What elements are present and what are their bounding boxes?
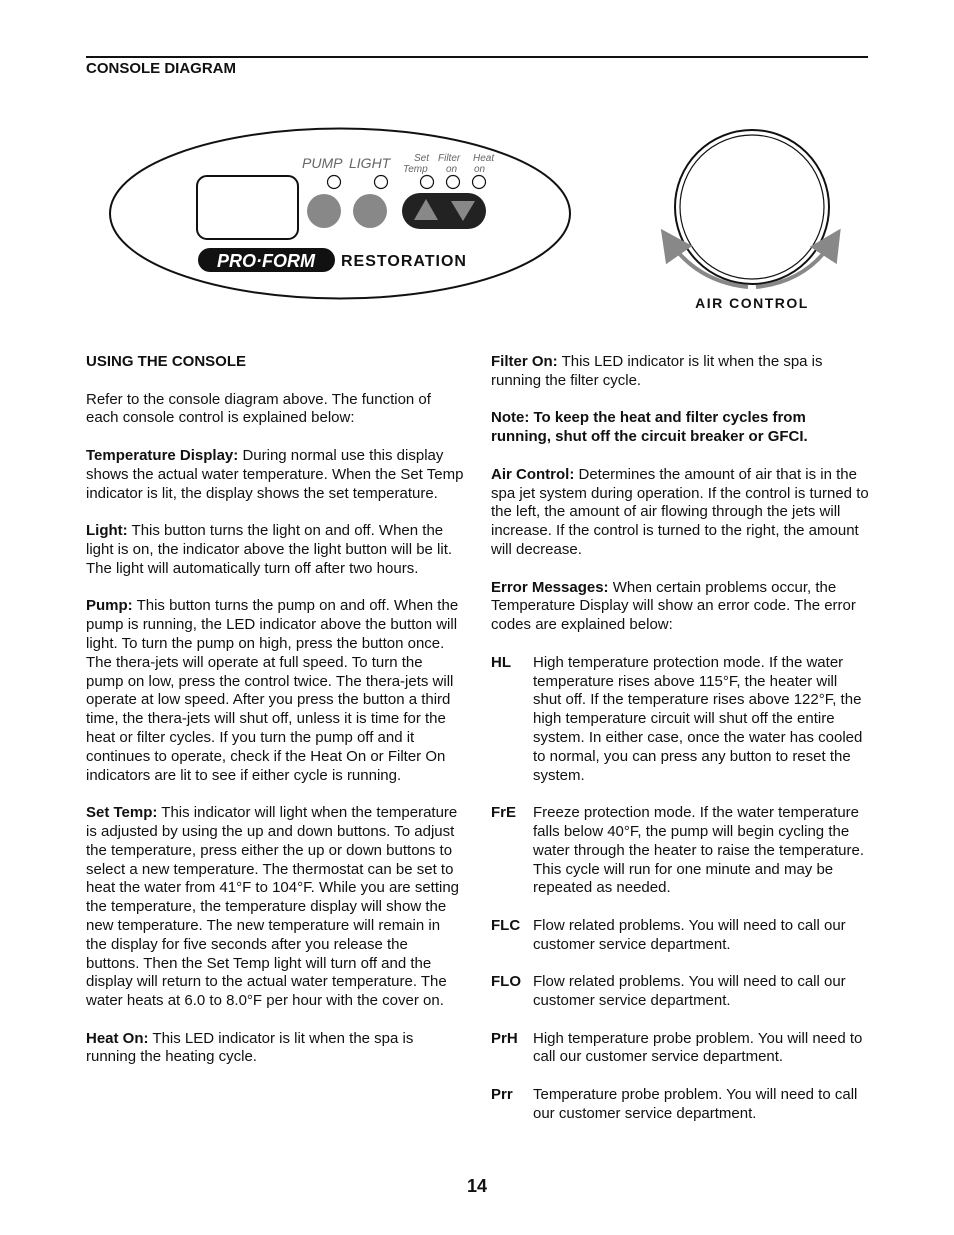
term: Filter On: xyxy=(491,353,558,370)
term: Heat On: xyxy=(86,1029,149,1047)
description: During normal use this display shows the actual water temperature. When the Set Temp indicator is lit, the display shows the set temperature. xyxy=(86,446,464,502)
pump-button[interactable] xyxy=(307,194,341,228)
term: Air Control: xyxy=(491,465,575,483)
intro-paragraph: Refer to the console diagram above. The function of each console control is explained below: xyxy=(86,390,431,427)
set-temp-label-top: Set xyxy=(414,153,430,164)
light-button[interactable] xyxy=(353,194,387,228)
error-description: Flow related problems. You will need to call our customer service department. xyxy=(533,973,846,1010)
term: Light: xyxy=(86,522,128,540)
error-code-item xyxy=(491,804,869,898)
term: Temperature Display: xyxy=(86,446,239,464)
error-code: PrH xyxy=(491,1029,518,1047)
error-code-item xyxy=(491,1086,869,1124)
description: This button turns the pump on and off. When the pump is running, the LED indicator above the button will light. To turn the pump on high, press the button once. The thera-jets will operate at full speed. To turn the pump on low, press the control twice. The thera-jets will operate at low speed. After you press the button a third time, the thera-jets will shut off, unless it is time for the heat or filter cycles. If you turn the pump off and it continues to operate, check if the Heat On or Filter On indicators are lit to see if either cycle is running. xyxy=(86,597,459,784)
error-description: Freeze protection mode. If the water temperature falls below 40°F, the pump will begin cycling the water through the heater to raise the temperature. This cycle will run for one minute and may be repeated as needed. xyxy=(533,804,865,897)
heat-on-paragraph xyxy=(86,1030,464,1068)
console-panel-diagram xyxy=(108,127,572,300)
right-column xyxy=(491,353,869,1142)
error-code: HL xyxy=(491,653,511,671)
description: When certain problems occur, the Temperature Display will show an error code. The error codes are explained below: xyxy=(491,578,856,634)
using-console-heading: USING THE CONSOLE xyxy=(86,353,247,370)
temperature-display-paragraph xyxy=(86,447,464,503)
error-code-item xyxy=(491,973,869,1011)
term: Pump: xyxy=(86,597,133,615)
term: Set Temp: xyxy=(86,804,158,822)
error-code: FLO xyxy=(491,973,521,991)
error-description: High temperature probe problem. You will need to call our customer service department. xyxy=(533,1029,863,1066)
header-rule xyxy=(86,56,868,58)
temperature-display xyxy=(197,176,298,239)
error-description: High temperature protection mode. If the water temperature rises above 115°F, the heater will shut off. If the temperature rises above 122°F, the high temperature circuit will shut off the entire system. In either case, once the water has cooled to normal, you can press any button to reset the system. xyxy=(533,653,863,784)
error-code: FLC xyxy=(491,916,521,934)
page-number: 14 xyxy=(466,1176,488,1196)
term: Error Messages: xyxy=(491,578,609,596)
description: Determines the amount of air that is in the spa jet system during operation. If the control is turned to the left, the amount of air flowing through the jets will increase. If the control is turned to the right, the amount will decrease. xyxy=(491,465,869,558)
error-code: Prr xyxy=(491,1086,513,1104)
heat-on-indicator-led xyxy=(473,176,486,189)
pump-label: PUMP xyxy=(302,155,343,171)
filter-on-paragraph xyxy=(491,353,869,391)
pump-paragraph xyxy=(86,597,464,785)
light-indicator-led xyxy=(375,176,388,189)
proform-logo-text: PRO·FORM xyxy=(217,251,315,271)
set-temp-indicator-led xyxy=(421,176,434,189)
left-column xyxy=(86,353,464,1086)
error-code-item xyxy=(491,654,869,786)
air-control-knob[interactable] xyxy=(675,130,829,284)
air-control-dial-diagram xyxy=(650,122,850,317)
air-control-paragraph xyxy=(491,466,869,560)
error-messages-paragraph xyxy=(491,579,869,635)
description: This LED indicator is lit when the spa is running the heating cycle. xyxy=(86,1029,414,1066)
temperature-up-down-buttons[interactable] xyxy=(402,193,486,229)
heat-on-label-bottom: on xyxy=(474,164,486,175)
pump-indicator-led xyxy=(328,176,341,189)
light-paragraph xyxy=(86,522,464,578)
error-code: FrE xyxy=(491,804,517,822)
error-code-item xyxy=(491,1030,869,1068)
error-description: Temperature probe problem. You will need to call our customer service department. xyxy=(533,1086,858,1122)
air-control-label: AIR CONTROL xyxy=(695,295,809,311)
description: This LED indicator is lit when the spa is running the filter cycle. xyxy=(491,353,823,389)
error-code-item xyxy=(491,917,869,955)
note-paragraph: Note: To keep the heat and filter cycles from running, shut off the circuit breaker or GFCI. xyxy=(491,409,808,446)
light-label: LIGHT xyxy=(349,155,391,171)
section-title: CONSOLE DIAGRAM xyxy=(86,60,236,77)
filter-on-indicator-led xyxy=(447,176,460,189)
model-name: RESTORATION xyxy=(341,253,467,270)
set-temp-paragraph xyxy=(86,804,464,1011)
error-code-list xyxy=(491,654,869,1124)
heat-on-label-top: Heat xyxy=(473,153,495,164)
description: This button turns the light on and off. When the light is on, the indicator above the light button will be lit. The light will automatically turn off after two hours. xyxy=(86,522,453,577)
description: This indicator will light when the temperature is adjusted by using the up and down buttons. To adjust the temperature, press either the up or down buttons to select a new temperature. The thermostat can be set to heat the water from 41°F to 104°F. While you are setting the temperature, the temperature display will show the new temperature. The new temperature will remain in the display for five seconds after you release the buttons. Then the Set Temp light will turn off and the display will return to the actual water temperature. The water heats at 6.0 to 8.0°F per hour with the cover on. xyxy=(86,804,460,1010)
set-temp-label-bottom: Temp xyxy=(403,164,428,175)
filter-on-label-top: Filter xyxy=(438,153,461,164)
error-description: Flow related problems. You will need to call our customer service department. xyxy=(533,916,846,953)
filter-on-label-bottom: on xyxy=(446,164,458,175)
